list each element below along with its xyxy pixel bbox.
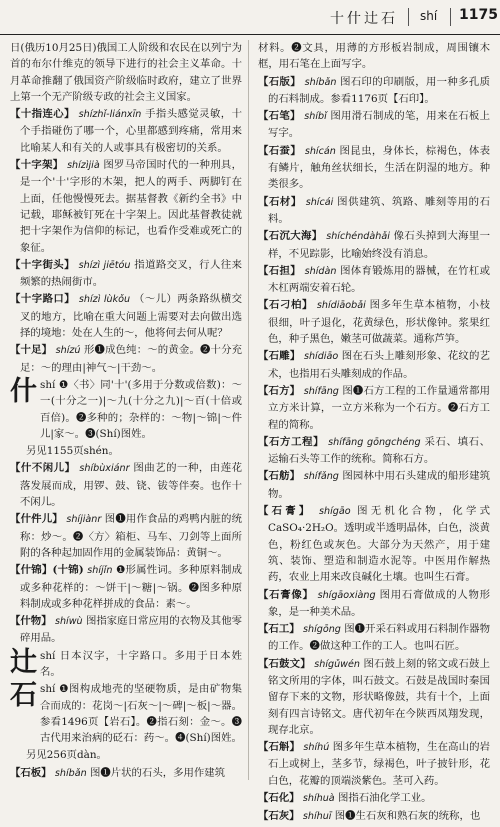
definition-text: 图❶用作食品的鸡鸭内脏的统称：炒～。❷〈方〉箱柜、马车、刀剑等上面所附的各种起加固作用的金属装饰品：黄铜～。 <box>20 513 242 559</box>
dictionary-entry <box>258 348 490 382</box>
dictionary-entry <box>258 587 490 621</box>
dictionary-entry <box>258 656 490 738</box>
pinyin: shízì lùkǒu <box>78 294 131 306</box>
definition-text: （～儿）两条路纵横交叉的地方，比喻在重大问题上需要对去向做出选择的境地：处在人生的～，他将何去何从呢？ <box>20 293 243 340</box>
dictionary-entry <box>10 106 242 156</box>
dictionary-entry <box>258 468 490 502</box>
definition-text: 图多年生草本植物，小枝很细，叶子退化，花黄绿色，形状像钟。浆果红色，种子黑色，嫩茎可做蔬菜。通称芦笋。 <box>268 299 490 346</box>
dictionary-entry <box>10 342 242 376</box>
dictionary-entry <box>258 503 490 585</box>
dictionary-entry <box>258 228 490 262</box>
dictionary-entry <box>258 383 490 433</box>
pinyin: shízìjià <box>67 160 100 172</box>
pinyin: shízhǐ-liánxīn <box>78 109 142 121</box>
definition-text: 图❶开采石料或用石料制作器物的工作。❷做这种工作的工人。也叫石匠。 <box>268 623 490 653</box>
headword: 【十指连心】 <box>10 108 75 121</box>
pinyin: shíbǎn <box>304 76 337 88</box>
dictionary-entry <box>258 808 490 825</box>
headword: 【石工】 <box>258 623 300 636</box>
pinyin: shígāo <box>318 506 351 518</box>
headword: 【石笔】 <box>258 110 301 123</box>
page-header <box>0 0 500 35</box>
dictionary-entry <box>10 460 242 510</box>
headword: 【什件儿】 <box>10 513 63 526</box>
dictionary-entry <box>10 257 242 291</box>
pinyin: shíhuī <box>302 811 332 823</box>
dictionary-entry <box>10 765 242 782</box>
headword: 【石材】 <box>258 195 302 208</box>
pinyin: shídiāo <box>303 351 339 363</box>
headword: 【石雕】 <box>258 350 301 363</box>
pinyin: shídiāobǎi <box>316 300 366 312</box>
pinyin: shícán <box>304 145 336 157</box>
headword: 【石鼓文】 <box>258 657 311 670</box>
definition-text: 图❶片状的石头，多用作建筑 <box>89 766 226 779</box>
character-entry <box>10 377 242 442</box>
pinyin: shífāng <box>303 385 339 397</box>
column-divider <box>248 40 249 780</box>
character-entry <box>10 648 242 681</box>
pinyin: shíhuà <box>302 793 335 805</box>
headword: 【石板】 <box>10 766 52 779</box>
pinyin: shíbǎn <box>54 767 87 779</box>
dictionary-entry <box>258 434 490 468</box>
definition-text: 图无机化合物，化学式CaSO₄·2H₂O。透明或半透明晶体，白色，淡黄色，粉红色或灰色。大部分为天然产，用于建筑、装饰、塑造和制造水泥等。中医用作解热药，农业上用来改良碱化土壤。也叫生石膏。 <box>268 505 491 584</box>
headword-character: 什 <box>10 375 37 407</box>
pinyin: shízú <box>55 345 81 357</box>
definition-text: 图园林中用石头建成的船形建筑物。 <box>268 470 491 500</box>
definition-text: 采石、填石、运输石头等工作的统称。简称石方。 <box>268 435 491 466</box>
definition-text: 指道路交叉，行人往来频繁的热闹街市。 <box>20 258 242 289</box>
continued-text: 材料。❷文具，用薄的方形板岩制成，周围镶木框，用石笔在上面写字。 <box>258 42 490 71</box>
headword: 【石化】 <box>258 792 300 805</box>
pinyin: shíhú <box>303 742 330 754</box>
definition-text: 图指石油化学工业。 <box>337 792 432 805</box>
definition-text: 图❶生石灰和熟石灰的统称，也 <box>334 810 481 823</box>
definition-text: 图指家庭日常应用的衣物及其他零碎用品。 <box>20 615 243 645</box>
left-column <box>10 40 242 783</box>
definition-text: 图用滑石制成的笔，用来在石板上写字。 <box>268 110 490 140</box>
dictionary-entry <box>258 143 490 193</box>
headword: 【石沉大海】 <box>258 230 323 243</box>
pinyin: shígǔwén <box>314 658 361 670</box>
headword: 【十字路口】 <box>10 293 76 306</box>
headword-character: 辻 <box>10 646 37 678</box>
dictionary-entry <box>258 263 490 297</box>
dictionary-entry <box>10 511 242 561</box>
headword: 【石膏像】 <box>258 588 314 601</box>
pinyin: shífāng gōngchéng <box>328 436 421 448</box>
headword: 【什物】 <box>10 615 52 628</box>
definition-text: shí 日本汉字，十字路口。多用于日本姓名。 <box>40 649 242 678</box>
headword: 【石膏】 <box>258 505 313 518</box>
dictionary-entry <box>10 291 242 341</box>
headword: 【石版】 <box>258 75 301 88</box>
definition-text: shí ❶〈书〉同'十'(多用于分数或倍数)：～一(十分之一)|～九(十分之九)|～百(十倍或百倍)。❷多种的；杂样的：～物|～锦|～件儿|家～。❸(Shí)图姓。 <box>40 378 242 440</box>
definition-text: 图多年生草本植物，生在高山的岩石上或树上，茎多节，绿褐色，叶子披针形，花白色，花瓣的顶端淡紫色。茎可入药。 <box>268 741 490 787</box>
definition-text: 图石印的印刷版，用一种多孔质的石料制成。参看1176页【石印】。 <box>268 75 491 105</box>
definition-text: 图❶石方工程的工作量通常都用立方米计算，一立方米称为一个石方。❷石方工程的简称。 <box>268 384 491 431</box>
character-entry <box>10 681 242 746</box>
headword: 【石担】 <box>258 264 301 277</box>
definition-text: 图在石头上雕刻形象、花纹的艺术，也指用石头雕刻成的作品。 <box>268 350 491 380</box>
continued-text: 日(俄历10月25日)俄国工人阶级和农民在以列宁为首的布尔什维克的领导下进行的社会主义革命。十月革命推翻了俄国资产阶级临时政府，建立了世界上第一个无产阶级专政的社会主义国家。 <box>10 42 242 103</box>
headword: 【什不闲儿】 <box>10 462 76 475</box>
dictionary-entry <box>258 108 490 142</box>
pinyin: shíchéndàhǎi <box>326 231 390 243</box>
headword: 【石方】 <box>258 384 301 397</box>
right-column <box>258 40 490 827</box>
dictionary-entry <box>258 790 490 807</box>
definition-text: 图罗马帝国时代的一种刑具，是一个'十'字形的木架，把人的两手、两脚钉在上面，任他慢慢死去。据基督教《新约全书》中记载，耶稣被钉死在十字架上。因此基督教徒就把十字架作为信仰的标记，也看作受难或死亡的象征。 <box>20 159 242 254</box>
header-divider <box>408 8 409 26</box>
dictionary-entry <box>10 157 242 256</box>
headword: 【石刁柏】 <box>258 299 313 312</box>
headword: 【十字架】 <box>10 159 64 172</box>
pinyin: shícái <box>305 196 334 208</box>
pinyin: shíjǐn <box>87 565 113 577</box>
cross-reference: 另见256页dàn。 <box>26 749 107 762</box>
headword: 【十足】 <box>10 344 53 357</box>
definition-text: 图用石膏做成的人物形象，是一种美术品。 <box>268 588 491 618</box>
dictionary-entry <box>258 297 490 347</box>
definition-text: 像石头掉到大海里一样，不见踪影，比喻始终没有消息。 <box>268 230 490 260</box>
dictionary-entry <box>258 74 490 108</box>
definition-text: ❶形属性词。多种原料制成或多种花样的：～饼干|～糖|～锅。❷图多种原料制成或多种花样拼成的食品：素～。 <box>20 564 242 610</box>
page-number: 1175 <box>459 7 498 23</box>
pinyin: shígōng <box>303 624 341 636</box>
pinyin: shídàn <box>304 265 337 277</box>
pinyin: shífǎng <box>303 471 339 483</box>
headword: 【什锦】(十锦) <box>10 564 84 577</box>
dictionary-entry <box>258 621 490 655</box>
headword: 【石方工程】 <box>258 435 325 448</box>
header-pinyin: shí <box>420 9 438 23</box>
headword-character: 石 <box>10 680 37 712</box>
definition-text: 图供建筑、筑路、雕刻等用的石料。 <box>268 195 491 225</box>
headword: 【石舫】 <box>258 470 301 483</box>
definition-text: 形❶成色纯：～的黄金。❷十分充足：～的理由|神气～|干劲～。 <box>20 344 243 374</box>
dictionary-entry <box>258 194 490 228</box>
headword: 【石灰】 <box>258 810 300 823</box>
definition-text: 手指头感觉灵敏，十个手指碰伤了哪一个，心里都感到疼痛，常用来比喻某人和有关的人或事具有极密切的关系。 <box>20 108 242 154</box>
header-divider <box>450 8 451 26</box>
running-head: 十什辻石 <box>330 11 398 27</box>
definition-text: 图昆虫，身体长，棕褐色，体表有鳞片，触角丝状细长，生活在阴湿的地方。种类很多。 <box>268 144 491 191</box>
definition-text: shí ❶图构成地壳的坚硬物质，是由矿物集合而成的：花岗～|石灰～|～碑|～板|～器。参看1496页【岩石】。❷指石刻：金～。❸古代用来治病的砭石：药～。❹(Shí)图姓。 <box>40 683 242 745</box>
dictionary-entry <box>258 739 490 789</box>
dictionary-entry <box>10 562 242 612</box>
pinyin: shíwù <box>54 616 83 628</box>
dictionary-entry <box>10 613 242 647</box>
pinyin: shíbùxiánr <box>79 463 130 475</box>
headword: 【十字街头】 <box>10 258 75 271</box>
headword: 【石蚕】 <box>258 144 302 157</box>
pinyin: shígāoxiàng <box>317 589 376 601</box>
pinyin: shíbǐ <box>304 111 327 123</box>
definition-text: 图曲艺的一种，由莲花落发展而成，用锣、鼓、铙、钹等伴奏。也作十不闲儿。 <box>20 462 243 509</box>
pinyin: shíjiànr <box>66 514 102 526</box>
headword: 【石斛】 <box>258 741 300 754</box>
definition-text: 图石鼓上刻的铭文或石鼓上铭文所用的字体，叫石鼓文。石鼓是战国时秦国留存下来的文物，形状略像鼓，共有十个，上面刻有四言诗铭文。唐代初年在今陕西凤翔发现，现存北京。 <box>268 657 490 736</box>
definition-text: 图体育锻炼用的器械，在竹杠或木杠两端安着石轮。 <box>268 264 491 295</box>
pinyin: shízì jiētóu <box>78 259 131 271</box>
cross-reference: 另见1155页shén。 <box>26 445 119 458</box>
